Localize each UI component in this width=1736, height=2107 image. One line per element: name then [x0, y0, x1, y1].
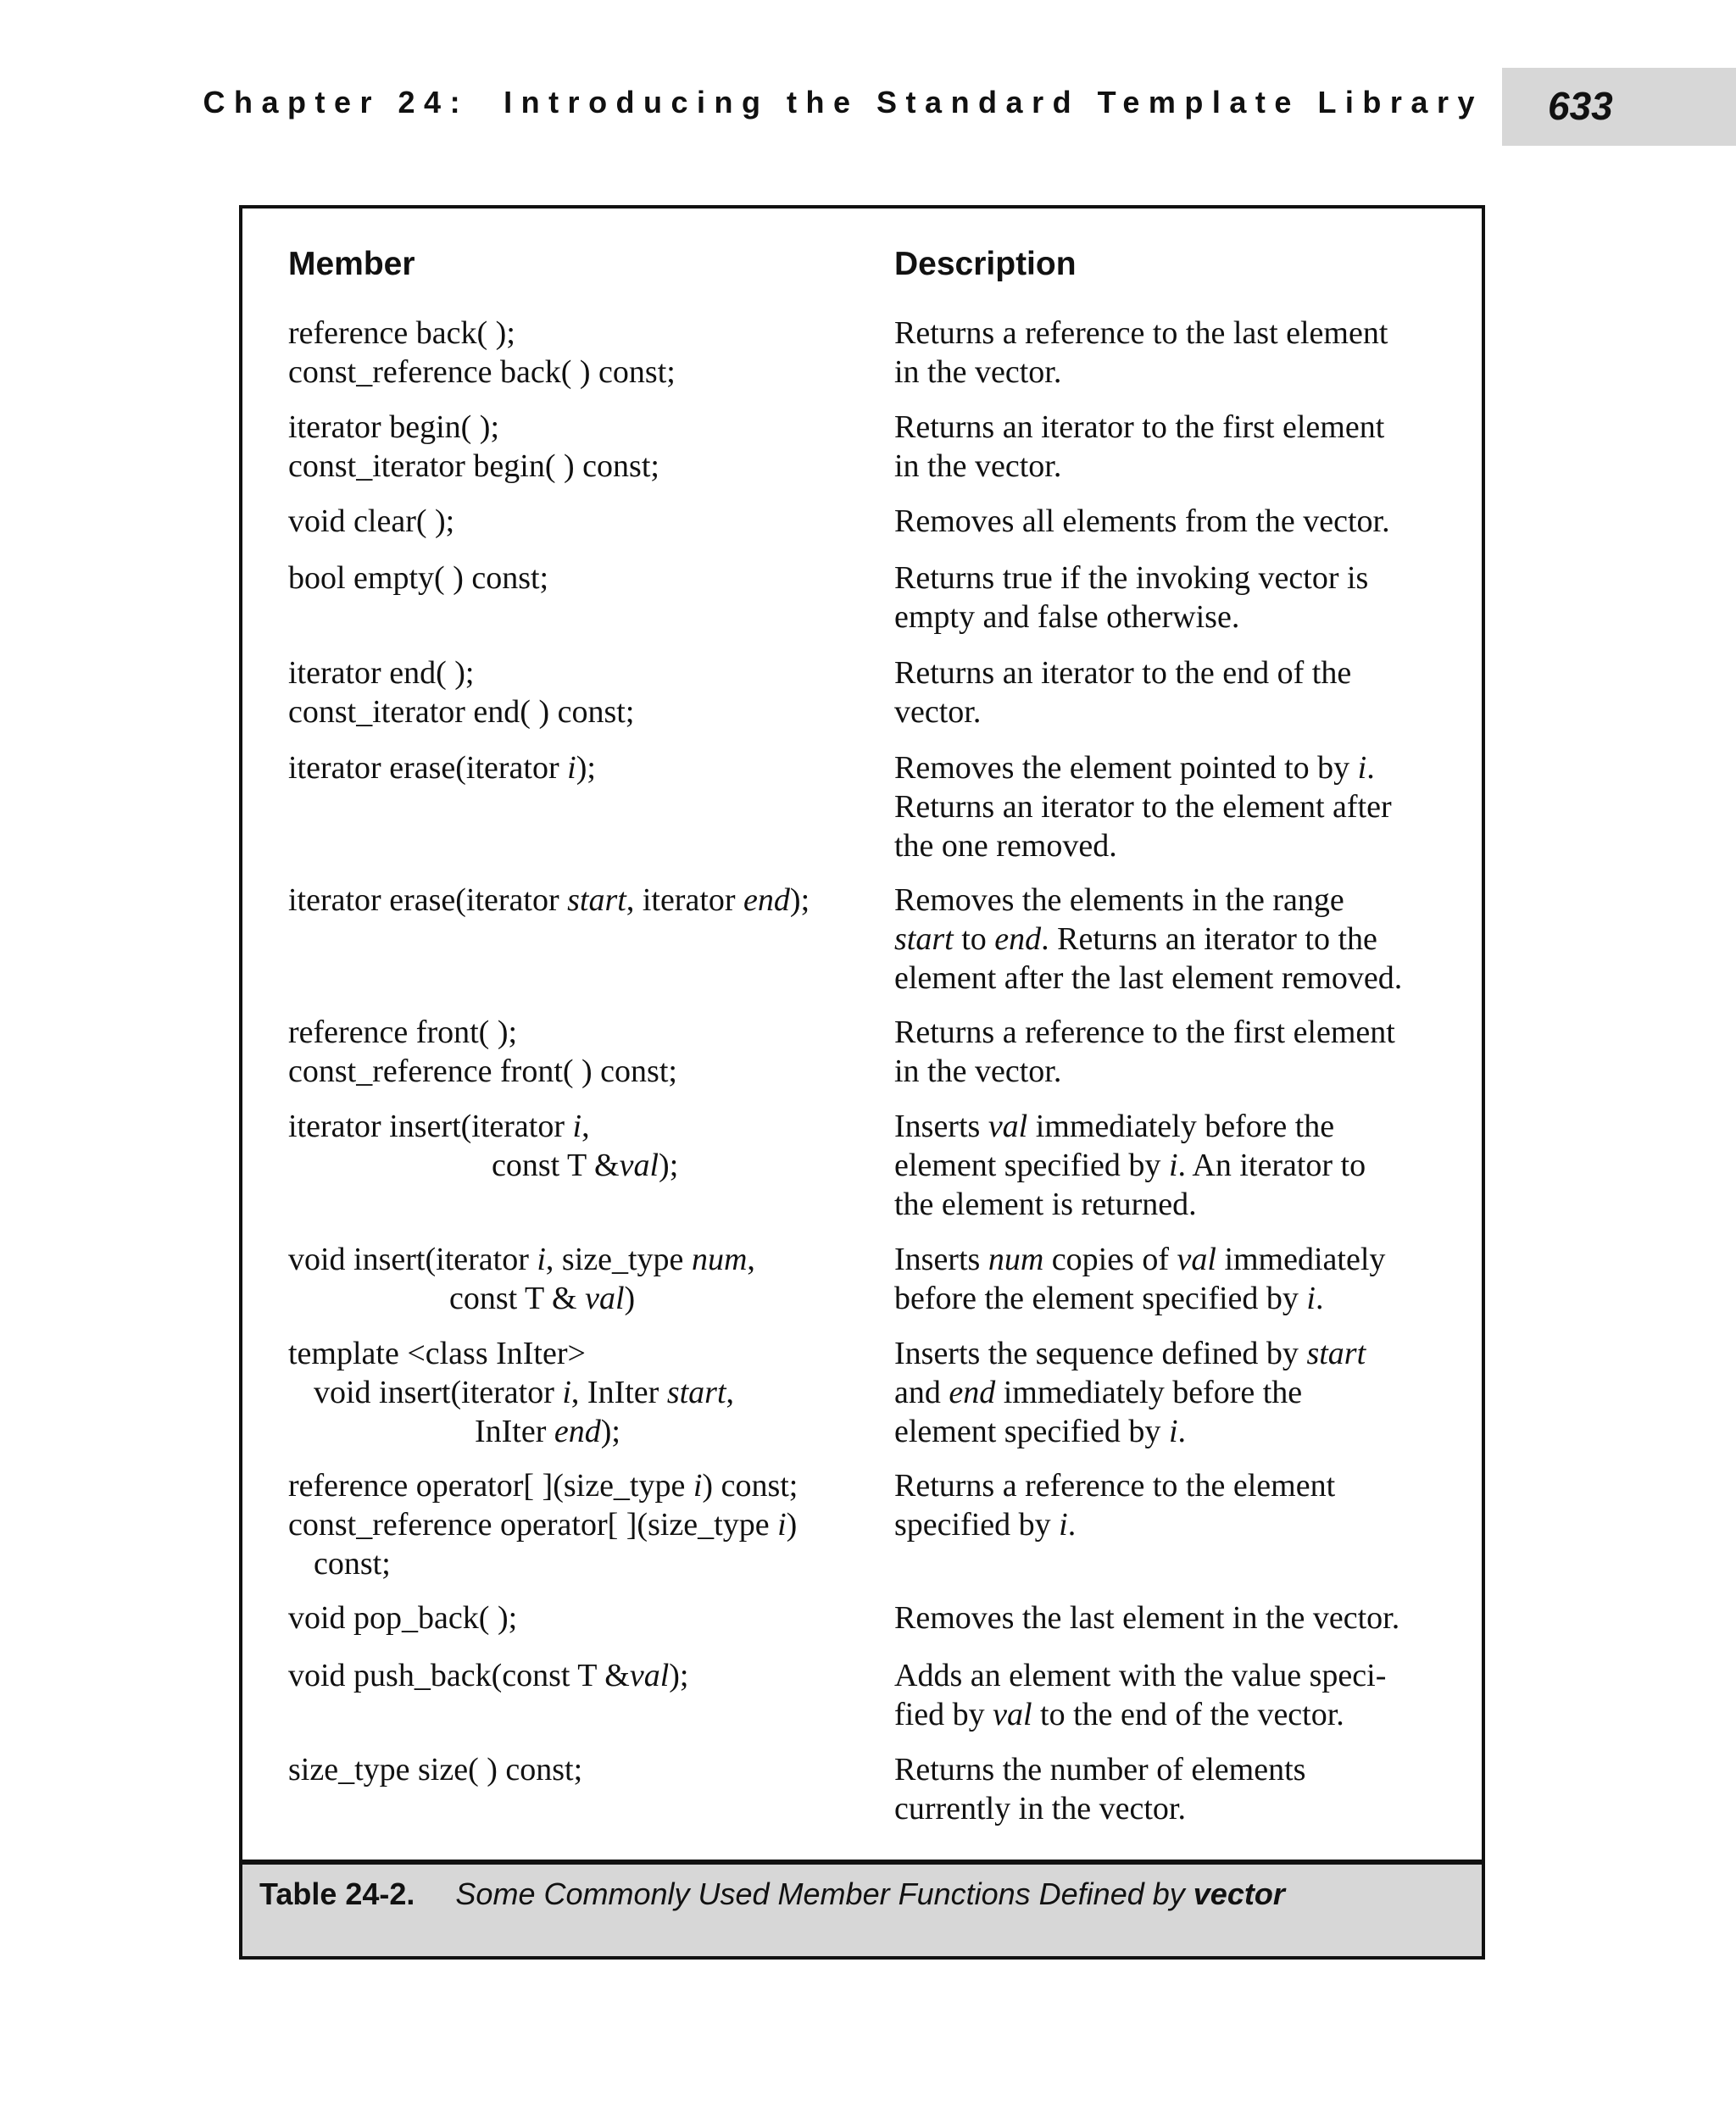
running-head: Chapter 24: Introducing the Standard Template Library — [203, 85, 1483, 120]
table-cell-description — [894, 408, 1384, 486]
description-line: element specified by i. — [894, 1414, 1186, 1449]
description-line: Returns a reference to the last element — [894, 315, 1388, 351]
member-line: const_reference operator[ ](size_type i) — [288, 1507, 798, 1543]
table-cell-description — [894, 314, 1388, 392]
table-cell-member — [288, 1598, 517, 1637]
table-cell-description — [894, 881, 1402, 998]
member-line: const_iterator begin( ) const; — [288, 448, 659, 484]
description-line: Adds an element with the value speci- — [894, 1658, 1387, 1693]
member-line: reference front( ); — [288, 1015, 518, 1050]
description-line: Inserts num copies of val immediately — [894, 1242, 1386, 1277]
member-functions-table — [239, 205, 1485, 1960]
description-line: Returns an iterator to the element after — [894, 789, 1392, 825]
table-cell-description — [894, 1656, 1386, 1734]
table-cell-member — [288, 1240, 755, 1318]
table-cell-member — [288, 1107, 678, 1185]
table-cell-member — [288, 1656, 689, 1695]
description-line: in the vector. — [894, 448, 1062, 484]
table-cell-description — [894, 1750, 1305, 1828]
description-line: element after the last element removed. — [894, 960, 1403, 996]
description-line: Inserts the sequence defined by start — [894, 1336, 1366, 1371]
table-cell-description — [894, 559, 1368, 637]
member-line: iterator end( ); — [288, 655, 475, 691]
description-line: Returns an iterator to the end of the — [894, 655, 1352, 691]
page-number: 633 — [1548, 84, 1613, 128]
table-cell-member — [288, 881, 810, 920]
table-cell-member — [288, 1013, 677, 1091]
table-cell-member — [288, 748, 596, 787]
member-line: void clear( ); — [288, 503, 455, 539]
description-line: before the element specified by i. — [894, 1281, 1324, 1316]
member-line: iterator insert(iterator i, — [288, 1109, 590, 1144]
table-cell-member — [288, 1466, 798, 1583]
table-cell-description — [894, 1013, 1395, 1091]
table-cell-description — [894, 1598, 1399, 1637]
column-header-description: Description — [894, 246, 1077, 282]
table-cell-member — [288, 1334, 734, 1451]
table-cell-description — [894, 748, 1392, 865]
description-line: specified by i. — [894, 1507, 1077, 1543]
member-line: const_reference front( ) const; — [288, 1054, 677, 1089]
table-cell-member — [288, 408, 659, 486]
member-line: const; — [314, 1546, 391, 1582]
description-line: Returns true if the invoking vector is — [894, 560, 1369, 596]
description-line: start to end. Returns an iterator to the — [894, 921, 1377, 957]
table-cell-member — [288, 1750, 582, 1789]
description-line: Inserts val immediately before the — [894, 1109, 1335, 1144]
description-line: Removes the element pointed to by i. — [894, 750, 1375, 786]
table-cell-member — [288, 502, 454, 541]
description-line: element specified by i. An iterator to — [894, 1148, 1366, 1183]
member-line: const_reference back( ) const; — [288, 354, 676, 390]
table-cell-description — [894, 502, 1390, 541]
description-line: empty and false otherwise. — [894, 599, 1240, 635]
table-cell-member — [288, 314, 676, 392]
table-cell-member — [288, 653, 634, 731]
member-line: void insert(iterator i, size_type num, — [288, 1242, 755, 1277]
description-line: the element is returned. — [894, 1187, 1197, 1222]
description-line: fied by val to the end of the vector. — [894, 1697, 1344, 1732]
caption-label: Table 24-2. — [259, 1876, 415, 1911]
description-line: Removes the elements in the range — [894, 882, 1344, 918]
page-number-tab — [1502, 68, 1736, 146]
description-line: Returns an iterator to the first element — [894, 409, 1385, 445]
description-line: and end immediately before the — [894, 1375, 1303, 1410]
column-header-member: Member — [288, 246, 415, 282]
table-caption-bar — [242, 1860, 1482, 1956]
description-line: the one removed. — [894, 828, 1117, 864]
member-line: void insert(iterator i, InIter start, — [314, 1375, 735, 1410]
description-line: vector. — [894, 694, 982, 730]
member-line: bool empty( ) const; — [288, 560, 549, 596]
member-line: template <class InIter> — [288, 1336, 586, 1371]
member-line: reference back( ); — [288, 315, 515, 351]
member-line: void push_back(const T &val); — [288, 1658, 689, 1693]
description-line: Returns a reference to the element — [894, 1468, 1336, 1504]
caption-code: vector — [1193, 1876, 1285, 1911]
member-line: const T & val) — [449, 1281, 636, 1316]
member-line: reference operator[ ](size_type i) const; — [288, 1468, 798, 1504]
member-line: void pop_back( ); — [288, 1600, 518, 1636]
table-cell-description — [894, 1466, 1335, 1544]
member-line: iterator erase(iterator i); — [288, 750, 596, 786]
table-cell-description — [894, 653, 1351, 731]
description-line: Returns a reference to the first element — [894, 1015, 1395, 1050]
caption-text: Some Commonly Used Member Functions Defined by — [455, 1876, 1194, 1911]
member-line: const T &val); — [492, 1148, 679, 1183]
table-caption — [259, 1876, 1285, 1912]
member-line: iterator begin( ); — [288, 409, 500, 445]
description-line: Removes the last element in the vector. — [894, 1600, 1400, 1636]
table-cell-description — [894, 1334, 1366, 1451]
description-line: Returns the number of elements — [894, 1752, 1306, 1787]
member-line: const_iterator end( ) const; — [288, 694, 635, 730]
description-line: in the vector. — [894, 354, 1062, 390]
description-line: currently in the vector. — [894, 1791, 1186, 1826]
member-line: iterator erase(iterator start, iterator end); — [288, 882, 810, 918]
member-line: size_type size( ) const; — [288, 1752, 583, 1787]
table-cell-description — [894, 1240, 1385, 1318]
table-cell-description — [894, 1107, 1366, 1224]
table-body — [242, 208, 1482, 1861]
member-line: InIter end); — [475, 1414, 620, 1449]
description-line: Removes all elements from the vector. — [894, 503, 1390, 539]
table-cell-member — [288, 559, 548, 598]
description-line: in the vector. — [894, 1054, 1062, 1089]
